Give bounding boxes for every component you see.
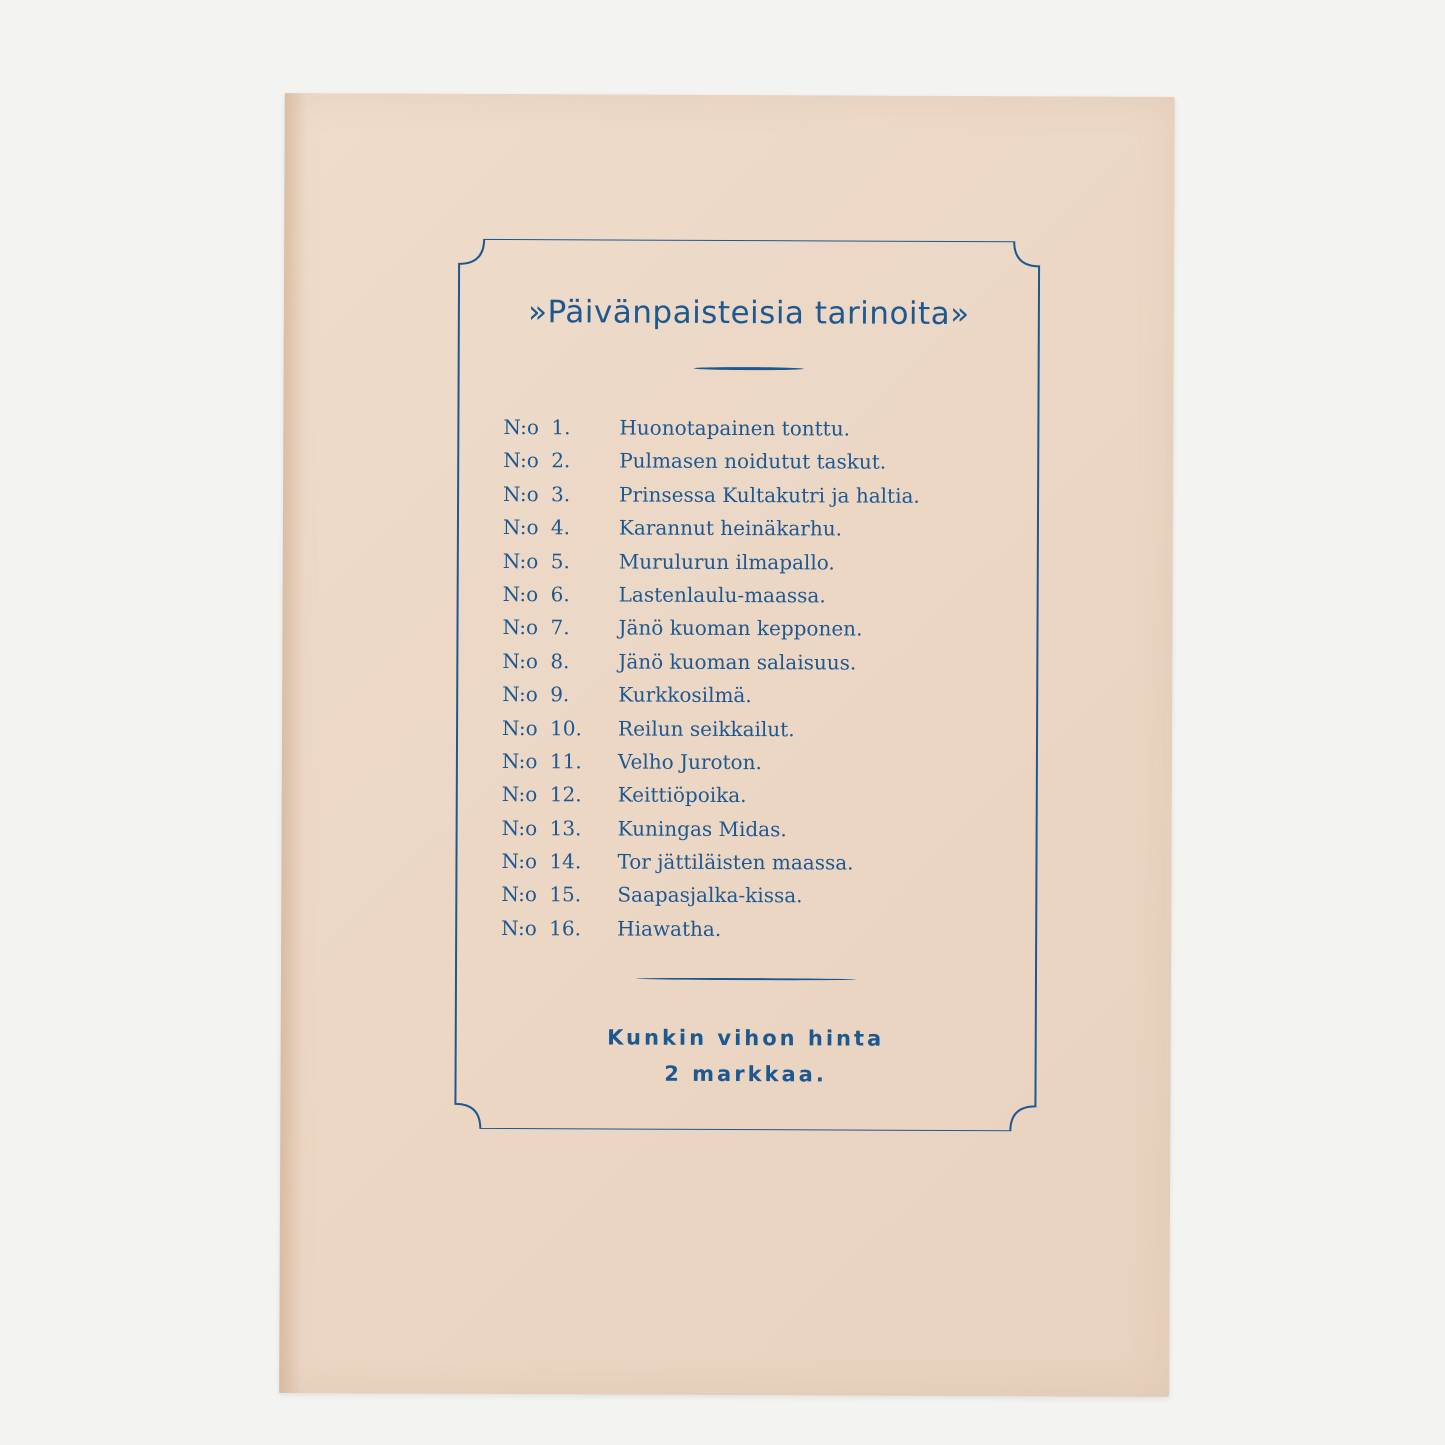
item-title: Kurkkosilmä.: [618, 682, 752, 708]
item-title: Hiawatha.: [617, 916, 722, 941]
item-number: 2.: [551, 448, 571, 473]
item-prefix: N:o: [502, 715, 538, 740]
item-title: Saapasjalka-kissa.: [617, 882, 803, 908]
item-title: Keittiöpoika.: [617, 782, 747, 808]
item-prefix: N:o: [502, 615, 539, 640]
item-number: 4.: [550, 515, 571, 540]
item-title: Velho Juroton.: [617, 749, 762, 775]
item-title: Huonotapainen tonttu.: [619, 415, 851, 441]
list-item: [503, 545, 920, 580]
item-prefix: N:o: [502, 581, 539, 607]
item-number: 13.: [549, 815, 582, 841]
item-title: Pulmasen noidutut taskut.: [619, 448, 887, 475]
series-title: »Päivänpaisteisia tarinoita»: [527, 294, 970, 333]
list-item: [501, 845, 918, 880]
item-title: Karannut heinäkarhu.: [618, 515, 843, 541]
item-title: Kuningas Midas.: [617, 816, 787, 841]
item-prefix: N:o: [501, 915, 537, 941]
list-item: [502, 812, 919, 847]
item-prefix: N:o: [501, 748, 538, 774]
price-note: [435, 1019, 1055, 1094]
item-title: Jänö kuoman salaisuus.: [618, 649, 857, 675]
item-number: 14.: [549, 849, 582, 874]
list-item: [502, 645, 919, 680]
list-item: [501, 878, 918, 913]
item-number: 7.: [550, 615, 570, 640]
item-title: Jänö kuoman kepponen.: [618, 615, 863, 641]
list-item: [502, 678, 919, 713]
item-number: 6.: [550, 582, 570, 607]
list-item: [503, 511, 920, 546]
list-item: [502, 611, 919, 646]
item-prefix: N:o: [501, 815, 538, 840]
item-title: Prinsessa Kultakutri ja haltia.: [619, 482, 920, 508]
item-prefix: N:o: [501, 782, 538, 807]
story-list: [501, 411, 920, 947]
booklet-back-cover: [279, 93, 1175, 1397]
item-title: Reilun seikkailut.: [618, 716, 795, 741]
item-number: 10.: [550, 715, 582, 740]
list-item: [503, 411, 920, 446]
item-number: 16.: [549, 916, 582, 941]
list-item: [503, 578, 920, 613]
item-number: 15.: [549, 882, 582, 907]
list-item: [502, 712, 919, 747]
item-prefix: N:o: [502, 548, 539, 573]
item-title: Lastenlaulu-maassa.: [618, 582, 826, 608]
list-item: [503, 444, 920, 479]
item-prefix: N:o: [502, 682, 538, 707]
item-number: 8.: [550, 648, 570, 674]
item-number: 11.: [549, 749, 582, 774]
item-number: 12.: [549, 782, 582, 807]
list-item: [503, 478, 920, 513]
price-line-1: Kunkin vihon hinta: [607, 1025, 885, 1051]
item-number: 5.: [550, 548, 570, 573]
item-number: 9.: [550, 682, 570, 707]
list-item: [502, 778, 919, 813]
item-prefix: N:o: [503, 481, 539, 506]
item-prefix: N:o: [502, 515, 539, 540]
item-number: 3.: [551, 482, 571, 507]
item-prefix: N:o: [502, 648, 538, 673]
item-title: Tor jättiläisten maassa.: [617, 849, 854, 875]
item-number: 1.: [551, 415, 571, 440]
item-prefix: N:o: [501, 849, 538, 874]
item-prefix: N:o: [501, 882, 537, 907]
list-item: [502, 745, 919, 780]
item-title: Murulurun ilmapallo.: [618, 549, 835, 575]
decorative-frame: [435, 239, 1059, 1132]
item-prefix: N:o: [503, 448, 539, 473]
item-prefix: N:o: [503, 415, 540, 440]
price-line-2: 2 markkaa.: [664, 1061, 827, 1087]
list-item: [501, 912, 918, 947]
